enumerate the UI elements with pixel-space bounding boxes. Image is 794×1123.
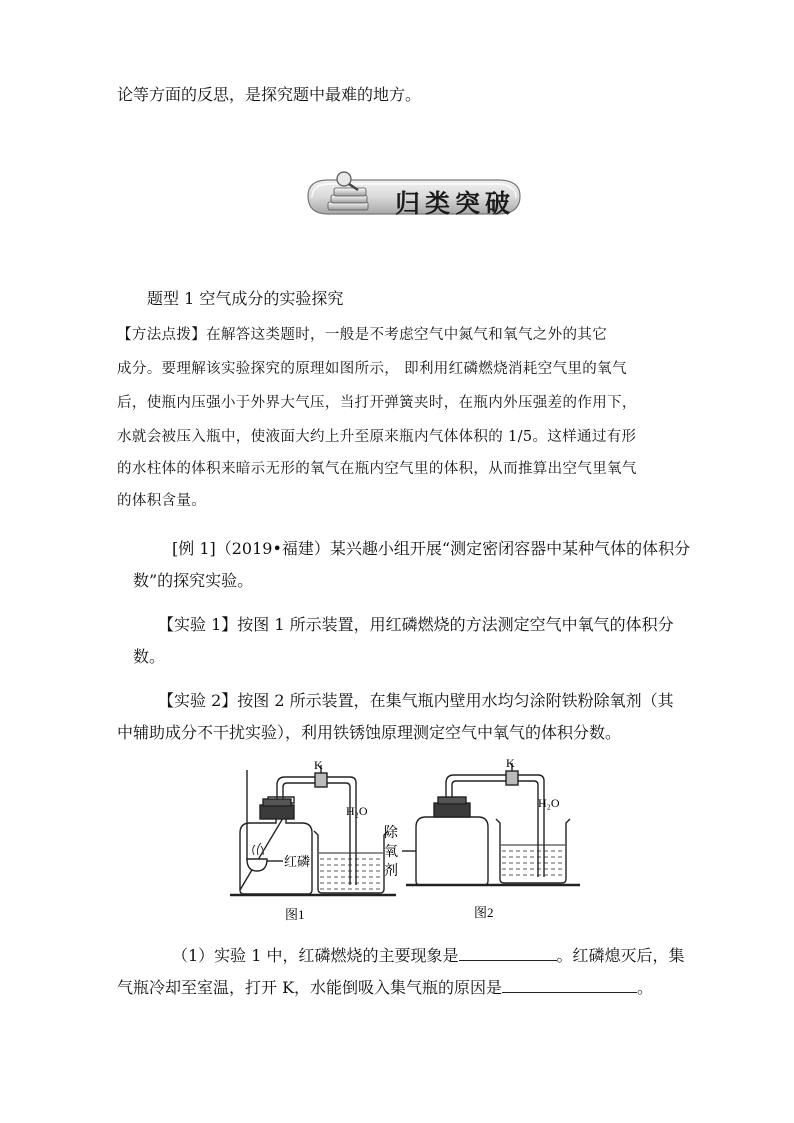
- water-label-2: H₂O: [538, 796, 560, 810]
- exp1-line-1: 【实验 1】按图 1 所示装置，用红磷燃烧的方法测定空气中氧气的体积分: [158, 615, 674, 634]
- deoxidizer-label-char-2: 氧: [384, 845, 398, 860]
- apparatus-figure: [220, 755, 590, 930]
- exp2-line-2: 中辅助成分不干扰实验），利用铁锈蚀原理测定空气中氧气的体积分数。: [117, 723, 622, 742]
- question-1-text-a: （1）实验 1 中，红磷燃烧的主要现象是: [172, 946, 459, 965]
- method-line-4: 水就会被压入瓶中，使液面大约上升至原来瓶内气体体积的 1/5。这样通过有形: [117, 429, 637, 445]
- figure-1: [230, 765, 396, 895]
- question-line-2: [117, 976, 653, 999]
- deoxidizer-label-char-1: 除: [384, 826, 398, 841]
- section-heading: 题型 1 空气成分的实验探究: [147, 289, 344, 308]
- question-1-text-b: 。红磷熄灭后，集: [556, 946, 685, 965]
- exp2-line-1: 【实验 2】按图 2 所示装置，在集气瓶内壁用水均匀涂附铁粉除氧剂（其: [158, 691, 674, 710]
- deoxidizer-label-char-3: 剂: [384, 864, 398, 879]
- answer-blank-1[interactable]: [459, 944, 557, 961]
- book-stack-icon: [328, 172, 368, 210]
- method-line-5: 的水柱体的体积来暗示无形的氧气在瓶内空气里的体积，从而推算出空气里氧气: [117, 461, 637, 477]
- figure-caption-2: 图2: [474, 905, 494, 920]
- example-line-1: [例 1]（2019•福建）某兴趣小组开展“测定密闭容器中某种气体的体积分: [172, 539, 691, 558]
- question-1-text-c: 气瓶冷却至室温，打开 K，水能倒吸入集气瓶的原因是: [117, 978, 503, 997]
- valve-k-label-2: K: [506, 756, 515, 770]
- method-line-3: 后，使瓶内压强小于外界大气压，当打开弹簧夹时，在瓶内外压强差的作用下，: [117, 395, 637, 411]
- question-1-text-d: 。: [637, 978, 654, 997]
- intro-text: 论等方面的反思，是探究题中最难的地方。: [117, 85, 422, 104]
- example-line-2: 数”的探究实验。: [133, 571, 254, 590]
- method-line-1: 【方法点拨】在解答这类题时，一般是不考虑空气中氮气和氧气之外的其它: [117, 327, 608, 343]
- question-line-1: [172, 944, 685, 967]
- method-line-6: 的体积含量。: [117, 493, 207, 509]
- valve-k-label-1: K: [314, 758, 323, 772]
- red-phosphorus-label: 红磷: [284, 854, 311, 869]
- method-line-2: 成分。要理解该实验探究的原理如图所示， 即利用红磷燃烧消耗空气里的氧气: [117, 361, 627, 377]
- figure-2: [402, 763, 580, 885]
- answer-blank-2[interactable]: [502, 976, 637, 993]
- exp1-line-2: 数。: [133, 647, 166, 666]
- water-label-1: H₂O: [346, 804, 368, 818]
- figure-caption-1: 图1: [285, 907, 305, 922]
- banner-title: 归类突破: [395, 189, 516, 218]
